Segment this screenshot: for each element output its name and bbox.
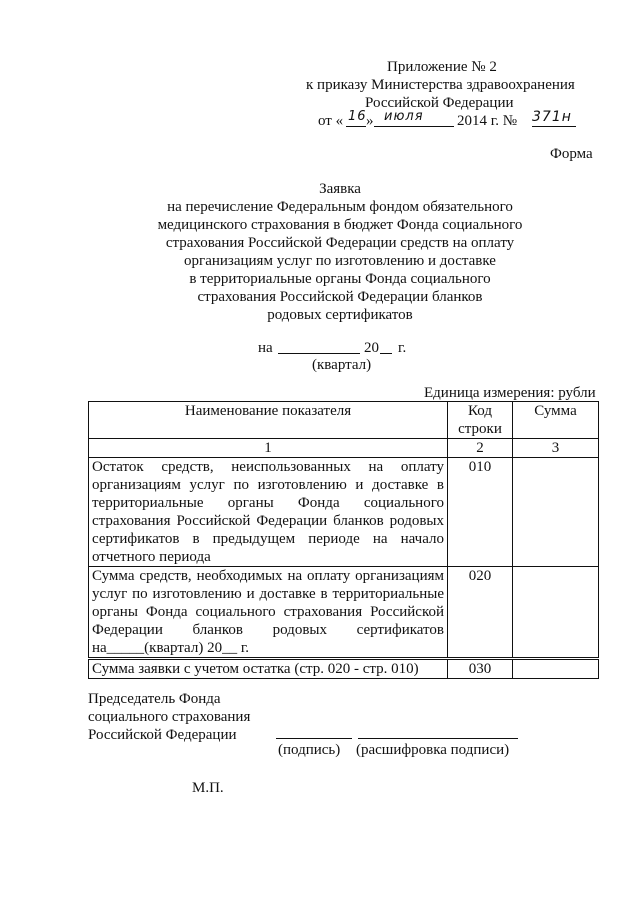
period-prefix: на — [258, 340, 273, 356]
header-name: Наименование показателя — [89, 402, 448, 439]
date-mid: » — [366, 113, 374, 129]
appendix-ministry-line: Российской Федерации — [365, 95, 514, 111]
row-010-name: Остаток средств, неиспользованных на оплату организациям услуг по изготовлению и доставке в территориальные органы Фонда социального страхования Российской Федерации бланков родовых сертификатов в предыдущем периоде на начало отчетного периода — [89, 458, 448, 567]
quarter-caption: (квартал) — [312, 357, 372, 373]
date-month: июля — [384, 109, 424, 124]
col-number-1: 1 — [89, 439, 448, 458]
col-number-3: 3 — [513, 439, 599, 458]
application-table — [88, 401, 599, 679]
row-030-name: Сумма заявки с учетом остатка (стр. 020 - стр. 010) — [89, 659, 448, 679]
row-030-code: 030 — [448, 659, 513, 679]
order-date-line — [318, 109, 578, 134]
title-line-1: на перечисление Федеральным фондом обязательного — [167, 199, 513, 215]
month-underline — [374, 126, 454, 127]
date-day: 16 — [348, 109, 367, 124]
row-030-sum[interactable] — [513, 659, 599, 679]
date-prefix: от « — [318, 113, 344, 129]
title-line-2: медицинского страхования в бюджет Фонда социального — [157, 217, 523, 233]
title-line-7: родовых сертификатов — [267, 307, 413, 323]
signer-title-line-3: Российской Федерации — [88, 727, 237, 743]
date-year: 2014 г. № — [457, 113, 518, 129]
appendix-title: Приложение № 2 — [387, 59, 497, 75]
title-line-4: организациям услуг по изготовлению и доставке — [184, 253, 496, 269]
row-020-name: Сумма средств, необходимых на оплату организациям услуг по изготовлению и доставке в территориальные органы Фонда социального страхования Российской Федерации бланков родовых сертификатов на_____(квартал) 20__ г. — [89, 567, 448, 659]
appendix-order-line: к приказу Министерства здравоохранения — [306, 77, 575, 93]
day-underline — [346, 126, 366, 127]
signature-line[interactable] — [276, 738, 352, 739]
year-blank — [380, 353, 392, 354]
row-020-sum[interactable] — [513, 567, 599, 659]
order-number: 371н — [532, 109, 572, 125]
header-code: Код строки — [448, 402, 513, 439]
unit-label: Единица измерения: рубли — [424, 385, 596, 401]
signature-caption: (подпись) — [278, 742, 341, 758]
period-suffix: г. — [398, 340, 407, 356]
title-line-5: в территориальные органы Фонда социального — [189, 271, 491, 287]
title-line-6: страхования Российской Федерации бланков — [197, 289, 483, 305]
col-number-2: 2 — [448, 439, 513, 458]
number-underline — [532, 126, 576, 127]
signer-title-line-1: Председатель Фонда — [88, 691, 221, 707]
title-line-3: страхования Российской Федерации средств на оплату — [165, 235, 515, 251]
form-label: Форма — [550, 146, 593, 162]
document-title-word: Заявка — [319, 181, 361, 197]
row-020-code: 020 — [448, 567, 513, 659]
stamp-placeholder: М.П. — [192, 780, 224, 796]
table-row — [89, 567, 599, 659]
period-year-prefix: 20 — [364, 340, 379, 356]
row-010-sum[interactable] — [513, 458, 599, 567]
row-010-code: 010 — [448, 458, 513, 567]
signature-decode-line[interactable] — [358, 738, 518, 739]
signer-title-line-2: социального страхования — [88, 709, 251, 725]
signature-decode-caption: (расшифровка подписи) — [356, 742, 510, 758]
table-row — [89, 458, 599, 567]
quarter-blank — [278, 353, 360, 354]
header-sum: Сумма — [513, 402, 599, 439]
table-row — [89, 659, 599, 679]
